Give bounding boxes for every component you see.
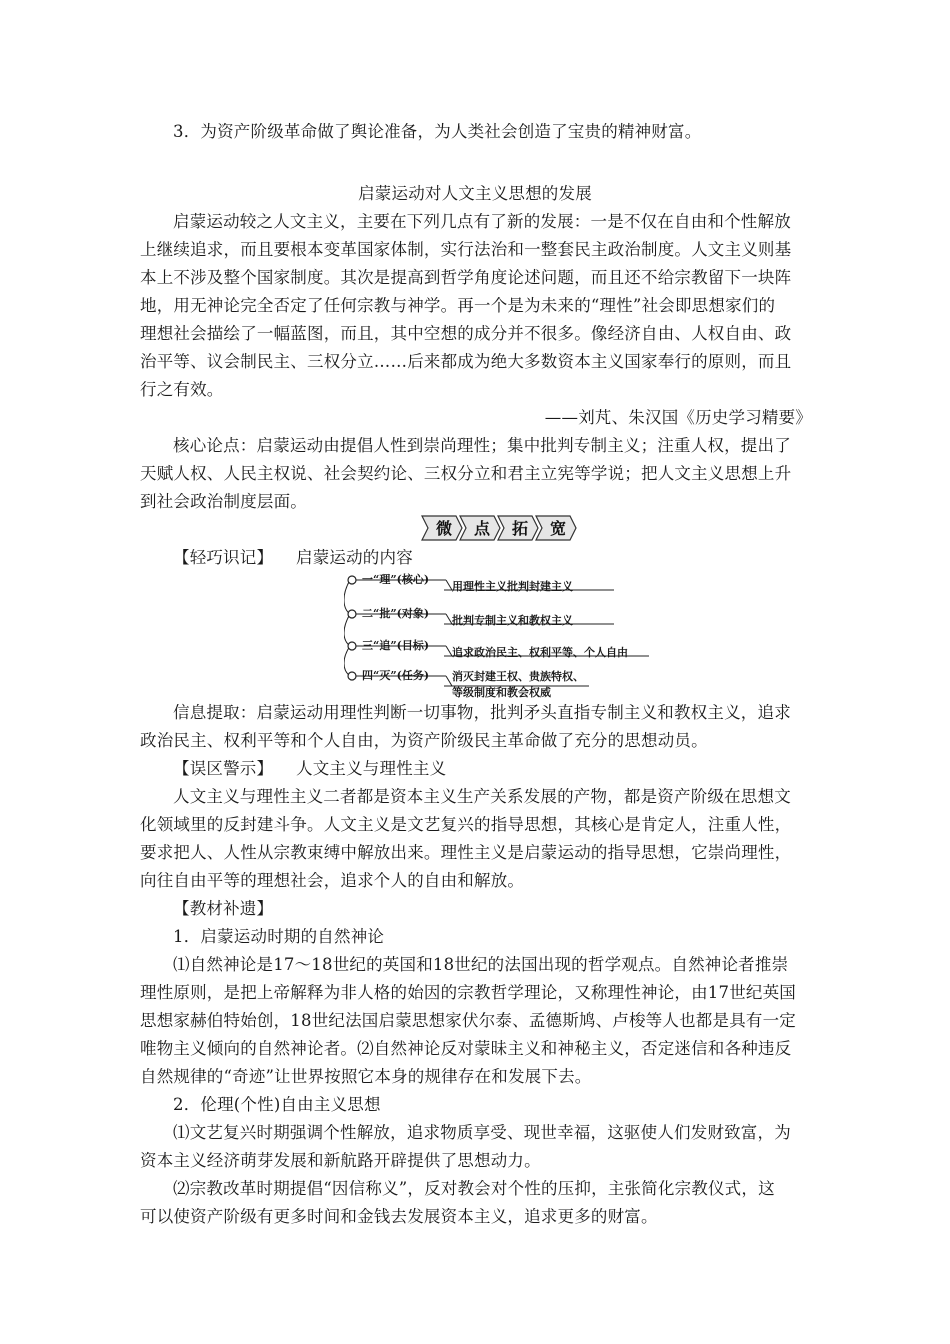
reading-line: 地，用无神论完全否定了任何宗教与神学。再一个是为未来的“理性”社会即思想家们的 (140, 296, 776, 315)
banner-char: 微 (435, 519, 453, 538)
diagram-text: 消灭封建王权、贵族特权、 (452, 670, 584, 683)
diagram-label: 四“灭”(任务) (362, 669, 430, 682)
bullet-icon (348, 672, 356, 680)
diagram-label: 一“理”(核心) (362, 573, 430, 586)
content-diagram (344, 574, 654, 698)
reading-line: 行之有效。 (140, 380, 224, 399)
section-banner (420, 514, 580, 542)
warning-line: 向往自由平等的理想社会，追求个人的自由和解放。 (140, 871, 525, 890)
bullet-icon (348, 576, 356, 584)
supplement-line: 资本主义经济萌芽发展和新航路开辟提供了思想动力。 (140, 1151, 541, 1170)
reading-line: 启蒙运动较之人文主义，主要在下列几点有了新的发展：一是不仅在自由和个性解放 (173, 212, 791, 231)
warning-line: 化领域里的反封建斗争。人文主义是文艺复兴的指导思想，其核心是肯定人，注重人性， (140, 815, 792, 834)
warning-line: 人文主义与理性主义二者都是资本主义生产关系发展的产物，都是资产阶级在思想文 (173, 787, 791, 806)
supplement-line: 自然规律的“奇迹”让世界按照它本身的规律存在和发展下去。 (140, 1067, 592, 1086)
diagram-label: 二“批”(对象) (362, 607, 430, 620)
info-line: 信息提取：启蒙运动用理性判断一切事物，批判矛头直指专制主义和教权主义，追求 (173, 703, 791, 722)
info-line: 政治民主、权利平等和个人自由，为资产阶级民主革命做了充分的思想动员。 (140, 731, 708, 750)
reading-line: 上继续追求，而且要根本变革国家体制，实行法治和一整套民主政治制度。人文主义则基 (140, 240, 792, 259)
reading-line: 本上不涉及整个国家制度。其次是提高到哲学角度论述问题，而且还不给宗教留下一块阵 (140, 268, 792, 287)
point-3: 3．为资产阶级革命做了舆论准备，为人类社会创造了宝贵的精神财富。 (173, 122, 702, 141)
reading-title: 启蒙运动对人文主义思想的发展 (358, 184, 592, 203)
banner-char: 点 (473, 519, 491, 538)
supplement-line: ⑴文艺复兴时期强调个性解放，追求物质享受、现世幸福，这驱使人们发财致富，为 (173, 1123, 791, 1142)
diagram-text: 批判专制主义和教权主义 (452, 614, 573, 627)
supplement-line: 理性原则，是把上帝解释为非人格的始因的宗教哲学理论，又称理性神论，由17世纪英国 (140, 983, 796, 1002)
supplement-line: 唯物主义倾向的自然神论者。⑵自然神论反对蒙昧主义和神秘主义，否定迷信和各种违反 (140, 1039, 792, 1058)
warning-tag: 【误区警示】 (173, 759, 274, 778)
diagram-text: 等级制度和教会权威 (452, 686, 551, 699)
reading-line: 理想社会描绘了一幅蓝图，而且，其中空想的成分并不很多。像经济自由、人权自由、政 (140, 324, 792, 343)
supplement-line: 思想家赫伯特始创，18世纪法国启蒙思想家伏尔泰、孟德斯鸠、卢梭等人也都是具有一定 (140, 1011, 796, 1030)
supplement-title-1: 1．启蒙运动时期的自然神论 (173, 927, 385, 946)
supplement-tag: 【教材补遗】 (173, 899, 274, 918)
core-line: 天赋人权、人民主权说、社会契约论、三权分立和君主立宪等学说；把人文主义思想上升 (140, 464, 792, 483)
supplement-line: ⑴自然神论是17～18世纪的英国和18世纪的法国出现的哲学观点。自然神论者推崇 (173, 955, 789, 974)
diagram-label: 三“追”(目标) (362, 639, 430, 652)
supplement-line: 可以使资产阶级有更多时间和金钱去发展资本主义，追求更多的财富。 (140, 1207, 658, 1226)
memory-tag: 【轻巧识记】 (173, 548, 274, 567)
memory-topic: 启蒙运动的内容 (296, 548, 413, 567)
reading-line: 治平等、议会制民主、三权分立……后来都成为绝大多数资本主义国家奉行的原则，而且 (140, 352, 792, 371)
banner-char: 拓 (511, 519, 529, 538)
warning-topic: 人文主义与理性主义 (296, 759, 447, 778)
supplement-line: ⑵宗教改革时期提倡“因信称义”，反对教会对个性的压抑，主张简化宗教仪式，这 (173, 1179, 775, 1198)
core-line: 核心论点：启蒙运动由提倡人性到崇尚理性；集中批判专制主义；注重人权，提出了 (173, 436, 791, 455)
bullet-icon (348, 610, 356, 618)
warning-line: 要求把人、人性从宗教束缚中解放出来。理性主义是启蒙运动的指导思想，它崇尚理性， (140, 843, 792, 862)
bullet-icon (348, 642, 356, 650)
supplement-title-2: 2．伦理(个性)自由主义思想 (173, 1095, 381, 1114)
banner-char: 宽 (549, 519, 567, 538)
diagram-text: 用理性主义批判封建主义 (452, 580, 573, 593)
diagram-text: 追求政治民主、权利平等、个人自由 (452, 646, 628, 659)
reading-source: ——刘芃、朱汉国《历史学习精要》 (544, 408, 812, 427)
core-line: 到社会政治制度层面。 (140, 492, 307, 511)
